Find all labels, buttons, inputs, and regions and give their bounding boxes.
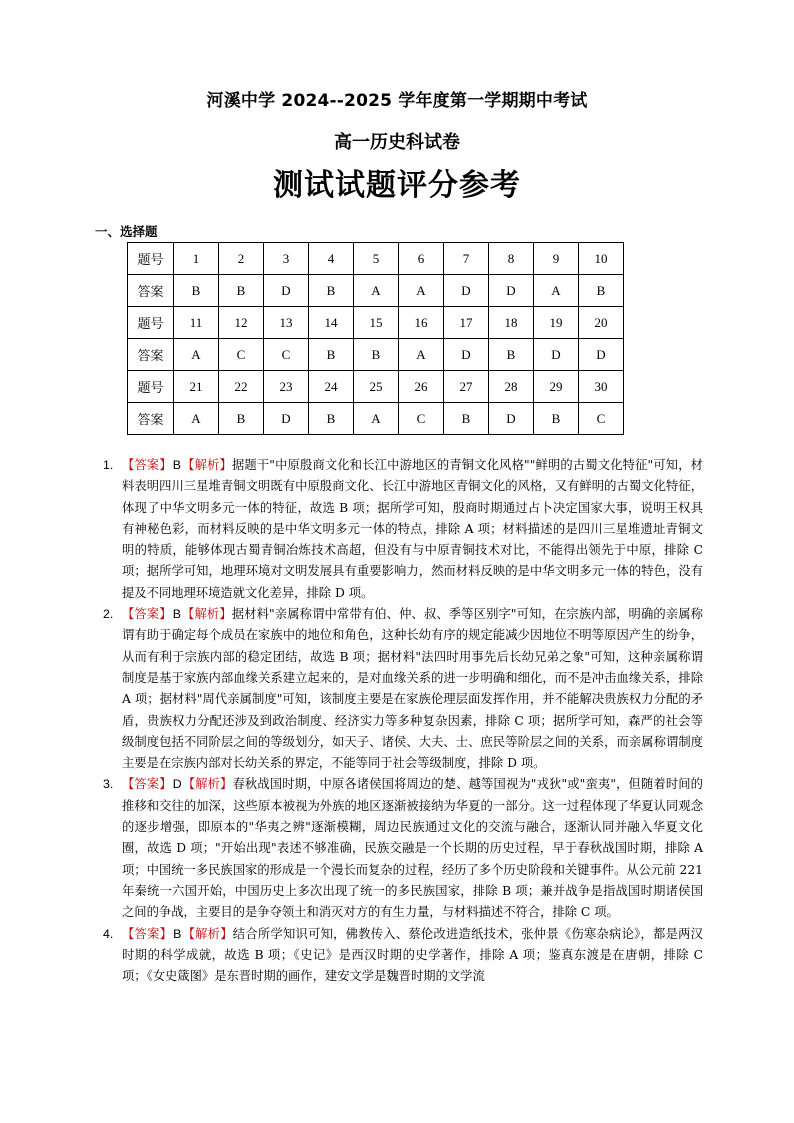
answer-cell: D bbox=[444, 339, 489, 371]
answer-cell: A bbox=[399, 275, 444, 307]
question-number-row-label: 题号 bbox=[128, 371, 174, 403]
question-number-cell: 28 bbox=[489, 371, 534, 403]
question-number-cell: 6 bbox=[399, 243, 444, 275]
question-number-cell: 22 bbox=[219, 371, 264, 403]
question-number-cell: 17 bbox=[444, 307, 489, 339]
question-number-cell: 13 bbox=[264, 307, 309, 339]
answer-cell: D bbox=[579, 339, 624, 371]
answer-cell: B bbox=[354, 339, 399, 371]
answer-cell: D bbox=[489, 403, 534, 435]
document-heading: 测试试题评分参考 bbox=[273, 168, 521, 203]
analysis-tag: 【解析】 bbox=[182, 777, 233, 792]
answer-tag: 【答案】 bbox=[122, 607, 172, 622]
answer-cell: B bbox=[309, 275, 354, 307]
analysis-tag: 【解析】 bbox=[182, 926, 233, 941]
question-number-cell: 20 bbox=[579, 307, 624, 339]
answer-cell: A bbox=[534, 275, 579, 307]
question-number-cell: 30 bbox=[579, 371, 624, 403]
analysis-text: 据材料"亲属称谓中常带有伯、仲、叔、季等区别字"可知，在宗族内部，明确的亲属称谓有助于确定每个成员在家族中的地位和角色，这种长幼有序的规定能减少因地位不明等原因产生的纷争，从而有利于宗族内部的稳定团结，故选 B 项；据材料"法四时用事先后长幼兄弟之象"可知，这种亲属称谓制度是基于家族内部血缘关系建立起来的，是对血缘关系的进一步明确和细化，而不是冲击血缘关系，排除 A 项；据材料"周代亲属制度"可知，该制度主要是在家族伦理层面发挥作用，并不能解决贵族权力分配的矛盾，贵族权力分配还涉及到政治制度、经济实力等多种复杂因素，排除 C 项；据所学可知，森严的社会等级制度包括不同阶层之间的等级划分，如天子、诸侯、大夫、士、庶民等阶层之间的关系，而亲属称谓制度主要是在宗族内部对长幼关系的界定，不能等同于社会等级制度，排除 D 项。 bbox=[122, 607, 703, 771]
question-number-row bbox=[128, 307, 624, 339]
answer-row-label: 答案 bbox=[128, 339, 174, 371]
question-number-cell: 19 bbox=[534, 307, 579, 339]
question-number-cell: 2 bbox=[219, 243, 264, 275]
answer-cell: B bbox=[309, 403, 354, 435]
answer-cell: A bbox=[174, 339, 219, 371]
answer-cell: C bbox=[219, 339, 264, 371]
question-number-row bbox=[128, 243, 624, 275]
explanation-item bbox=[103, 774, 703, 923]
question-number-cell: 27 bbox=[444, 371, 489, 403]
answer-tag: 【答案】 bbox=[122, 777, 172, 792]
question-number-cell: 1 bbox=[174, 243, 219, 275]
explanation-number: 4. bbox=[103, 926, 114, 941]
question-number-cell: 11 bbox=[174, 307, 219, 339]
answer-cell: A bbox=[354, 275, 399, 307]
question-number-cell: 29 bbox=[534, 371, 579, 403]
section-heading-multiple-choice: 一、选择题 bbox=[95, 224, 158, 239]
answer-row bbox=[128, 403, 624, 435]
question-number-cell: 10 bbox=[579, 243, 624, 275]
question-number-cell: 3 bbox=[264, 243, 309, 275]
exam-subtitle: 高一历史科试卷 bbox=[334, 132, 460, 153]
answer-cell: D bbox=[534, 339, 579, 371]
answer-cell: B bbox=[534, 403, 579, 435]
analysis-text: 据题干"中原殷商文化和长江中游地区的青铜文化风格""鲜明的古蜀文化特征"可知，材料表明四川三星堆青铜文明既有中原殷商文化、长江中游地区青铜文化的风格，又有鲜明的古蜀文化特征，体现了中华文明多元一体的特征，故选 B 项；据所学可知，殷商时期通过占卜决定国家大事，说明王权具有神秘色彩，而材料反映的是中华文明多元一体的特点，排除 A 项；材料描述的是四川三星堆遗址青铜文明的特质，能够体现古蜀青铜冶炼技术高超，但没有与中原青铜技术对比，不能得出领先于中原，排除 C 项；据所学可知，地理环境对文明发展具有重要影响力，然而材料反映的是中华文明多元一体的特色，没有提及不同地理环境造就文化差异，排除 D 项。 bbox=[122, 458, 703, 600]
answer-row bbox=[128, 339, 624, 371]
answer-key-table bbox=[127, 242, 624, 435]
question-number-cell: 16 bbox=[399, 307, 444, 339]
analysis-text: 春秋战国时期，中原各诸侯国将周边的楚、越等国视为"戎狄"或"蛮夷"，但随着时间的推移和交往的加深，这些原本被视为外族的地区逐渐被接纳为华夏的一部分。这一过程体现了华夏认同观念的逐步增强，即原本的"华夷之辨"逐渐模糊，周边民族通过文化的交流与融合，逐渐认同并融入华夏文化圈，故选 D 项；"开始出现"表述不够准确，民族交融是一个长期的历史过程，早于春秋战国时期，排除 A 项；中国统一多民族国家的形成是一个漫长而复杂的过程，经历了多个历史阶段和关键事件。从公元前 221 年秦统一六国开始，中国历史上多次出现了统一的多民族国家，排除 B 项；兼并战争是指战国时期诸侯国之间的争战，主要目的是争夺领土和消灭对方的有生力量，与材料描述不符合，排除 C 项。 bbox=[122, 777, 703, 920]
question-number-cell: 9 bbox=[534, 243, 579, 275]
question-number-cell: 24 bbox=[309, 371, 354, 403]
answer-cell: B bbox=[444, 403, 489, 435]
explanation-item bbox=[103, 455, 703, 604]
answer-letter: B bbox=[172, 458, 181, 472]
question-number-row-label: 题号 bbox=[128, 243, 174, 275]
answer-cell: A bbox=[354, 403, 399, 435]
answer-row-label: 答案 bbox=[128, 275, 174, 307]
answer-cell: C bbox=[264, 339, 309, 371]
answer-cell: B bbox=[174, 275, 219, 307]
question-number-cell: 14 bbox=[309, 307, 354, 339]
question-number-cell: 8 bbox=[489, 243, 534, 275]
answer-row-label: 答案 bbox=[128, 403, 174, 435]
question-number-cell: 21 bbox=[174, 371, 219, 403]
answer-cell: B bbox=[219, 403, 264, 435]
exam-title: 河溪中学 2024--2025 学年度第一学期期中考试 bbox=[206, 91, 588, 111]
answer-tag: 【答案】 bbox=[122, 926, 173, 941]
question-number-cell: 26 bbox=[399, 371, 444, 403]
answer-cell: D bbox=[264, 275, 309, 307]
answer-cell: C bbox=[579, 403, 624, 435]
question-number-row-label: 题号 bbox=[128, 307, 174, 339]
question-number-cell: 12 bbox=[219, 307, 264, 339]
question-number-cell: 18 bbox=[489, 307, 534, 339]
analysis-tag: 【解析】 bbox=[181, 607, 232, 622]
explanation-item bbox=[103, 604, 703, 774]
answer-cell: B bbox=[309, 339, 354, 371]
answer-letter: D bbox=[172, 777, 182, 792]
explanation-item bbox=[103, 924, 703, 988]
analysis-text: 结合所学知识可知，佛教传入、蔡伦改进造纸技术，张仲景《伤寒杂病论》，都是两汉时期的科学成就，故选 B 项；《史记》是西汉时期的史学著作，排除 A 项；鉴真东渡是在唐朝，排除 C 项；《女史箴图》是东晋时期的画作，建安文学是魏晋时期的文学流 bbox=[122, 926, 703, 984]
explanation-number: 3. bbox=[103, 777, 114, 792]
explanation-number: 2. bbox=[103, 607, 114, 622]
answer-row bbox=[128, 275, 624, 307]
answer-tag: 【答案】 bbox=[122, 458, 172, 472]
answer-cell: A bbox=[399, 339, 444, 371]
answer-cell: D bbox=[444, 275, 489, 307]
answer-cell: C bbox=[399, 403, 444, 435]
question-number-cell: 7 bbox=[444, 243, 489, 275]
explanation-number: 1. bbox=[103, 458, 114, 472]
question-number-cell: 25 bbox=[354, 371, 399, 403]
answer-cell: D bbox=[264, 403, 309, 435]
question-number-cell: 23 bbox=[264, 371, 309, 403]
analysis-tag: 【解析】 bbox=[182, 458, 232, 472]
answer-letter: B bbox=[173, 926, 182, 941]
question-number-cell: 5 bbox=[354, 243, 399, 275]
question-number-cell: 4 bbox=[309, 243, 354, 275]
question-number-cell: 15 bbox=[354, 307, 399, 339]
answer-cell: B bbox=[579, 275, 624, 307]
answer-cell: B bbox=[489, 339, 534, 371]
answer-cell: A bbox=[174, 403, 219, 435]
answer-letter: B bbox=[172, 607, 181, 622]
explanations-list bbox=[103, 455, 703, 987]
question-number-row bbox=[128, 371, 624, 403]
answer-cell: D bbox=[489, 275, 534, 307]
answer-cell: B bbox=[219, 275, 264, 307]
